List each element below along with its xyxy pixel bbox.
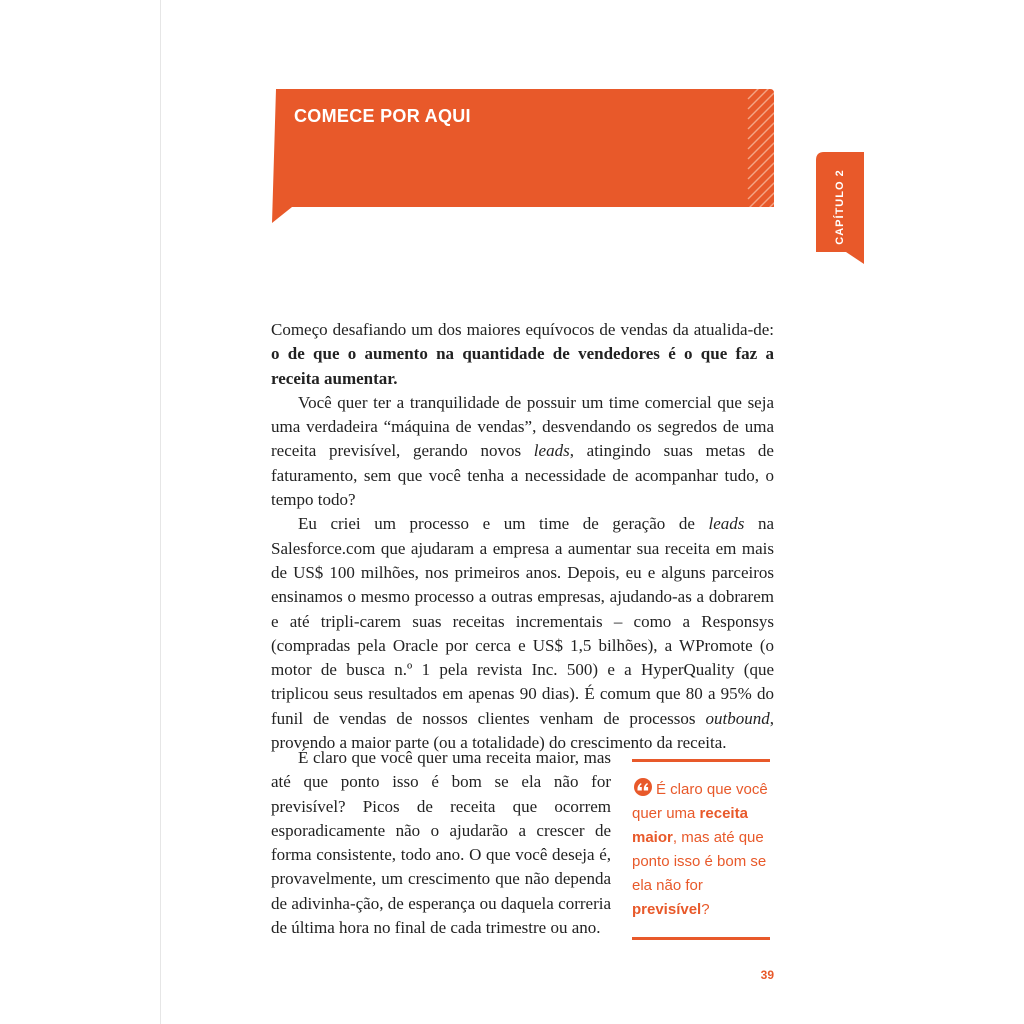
paragraph-bold-text: o de que o aumento na quantidade de vendedores é o que faz a receita aumentar. — [271, 344, 774, 388]
pull-quote — [632, 759, 772, 940]
section-title: COMECE POR AQUI — [294, 106, 471, 126]
page-number: 39 — [760, 968, 774, 982]
body-text — [271, 318, 774, 755]
paragraph-4: É claro que você quer uma receita maior, mas até que ponto isso é bom se ela não for previsível? Picos de receita que ocorrem esporadicamente não o ajudarão a crescer de forma consistente, todo ano. O que você deseja é, provavelmente, um crescimento que não dependa de adivinha-ção, de esperança ou daquela correria de última hora no final de cada trimestre ou ano. — [271, 748, 611, 938]
chapter-label: CAPÍTULO 2 — [834, 169, 846, 245]
paragraph-2 — [271, 391, 774, 512]
paragraph-italic-text: leads — [533, 441, 570, 461]
paragraph-italic-text: leads — [708, 514, 745, 534]
page-gutter-line — [160, 0, 161, 1024]
pull-quote-bottom-rule — [632, 937, 770, 940]
pull-quote-text — [632, 778, 772, 922]
paragraph-1 — [271, 318, 774, 391]
paragraph-italic-text: outbound — [705, 708, 770, 728]
paragraph-text: Você quer ter a tranquilidade de possuir um time comercial que seja uma verdadeira “máquina de vendas”, desvendando os segredos de uma receita previsível, gerando novos — [271, 392, 774, 461]
pull-quote-bold: previsível — [632, 901, 702, 918]
pull-quote-bold: receita maior — [632, 805, 748, 846]
quote-icon — [632, 778, 654, 796]
body-text-narrow — [271, 746, 611, 940]
pull-quote-top-rule — [632, 759, 770, 762]
pull-quote-part: , mas até que ponto isso é bom se ela não for — [632, 829, 767, 894]
paragraph-3 — [271, 512, 774, 755]
paragraph-text: na Salesforce.com que ajudaram a empresa a aumentar sua receita em mais de US$ 100 milhões, nos primeiros anos. Depois, eu e alguns parceiros ensinamos o mesmo processo a outras empresas, ajudando-as a dobrarem e até tripli-carem suas receitas incrementais – como a Responsys (compradas pela Oracle por cerca e US$ 1,5 bilhões), a WPromote (o motor de busca n.º 1 pela revista Inc. 500) e a HyperQuality (que triplicou seus resultados em apenas 90 dias). É comum que 80 a 95% do funil de vendas de nossos clientes venham de processos — [271, 514, 774, 728]
paragraph-text: , atingindo suas metas de faturamento, sem que você tenha a necessidade de acompanhar tudo, o tempo todo? — [271, 441, 774, 510]
paragraph-text: , provendo a maior parte (ou a totalidade) do crescimento da receita. — [271, 708, 774, 753]
pull-quote-part: ? — [701, 901, 710, 918]
pull-quote-part: É claro que você quer uma — [632, 781, 768, 822]
section-banner — [272, 89, 774, 223]
paragraph-text: Eu criei um processo e um time de geração de — [298, 514, 709, 534]
paragraph-text: Começo desafiando um dos maiores equívocos de vendas da atualida-de: — [271, 320, 774, 339]
chapter-tab — [816, 152, 864, 264]
